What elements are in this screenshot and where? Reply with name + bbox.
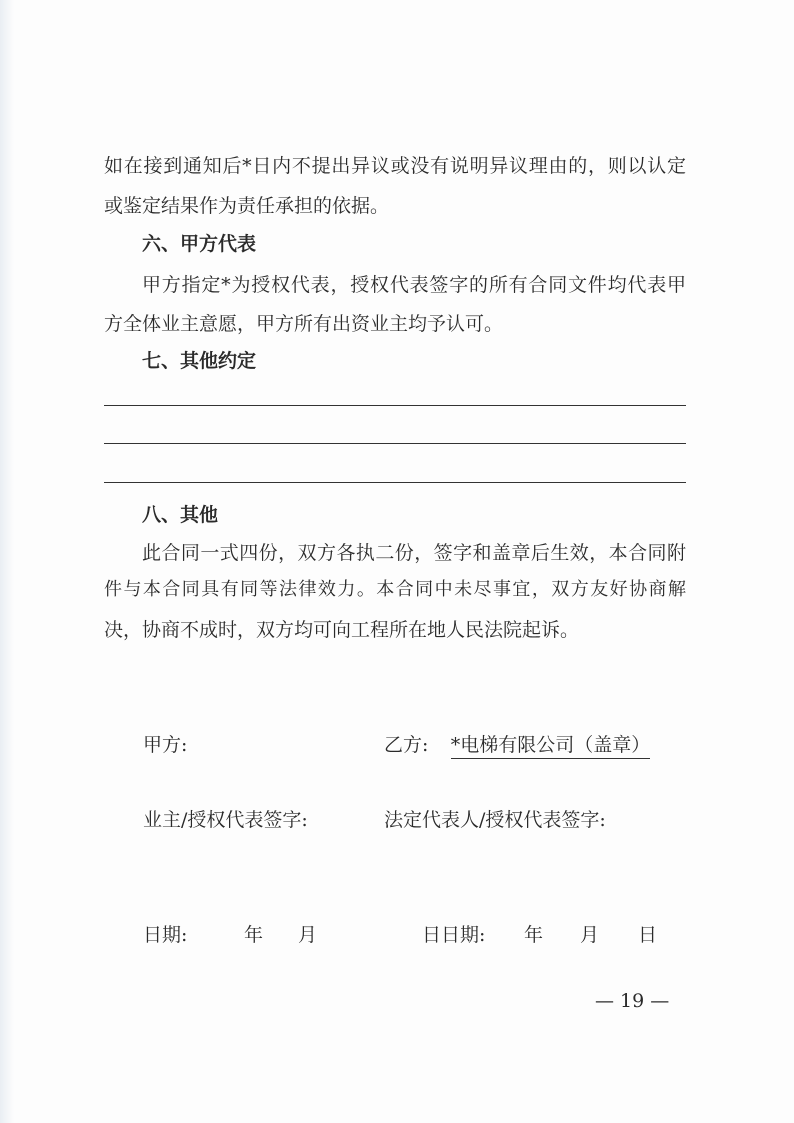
party-a-month: 月 <box>298 924 318 946</box>
party-a-sign-label: 业主/授权代表签字: <box>143 809 308 831</box>
party-b-name-text: *电梯有限公司（盖章） <box>451 734 651 759</box>
party-b-day: 日 <box>638 924 658 946</box>
blank-line <box>104 482 686 483</box>
scan-edge <box>0 0 14 1123</box>
section-6-heading: 六、甲方代表 <box>142 233 257 255</box>
party-b-year: 年 <box>524 924 544 946</box>
party-b-date-label: 日日期: <box>422 924 486 946</box>
party-a-date-label: 日期: <box>143 924 188 946</box>
party-b-name <box>437 733 664 757</box>
section-8-heading: 八、其他 <box>142 504 219 526</box>
paragraph-line: 甲方指定*为授权代表，授权代表签字的所有合同文件均代表甲 <box>142 274 686 296</box>
page-number: — 19 — <box>595 990 670 1012</box>
party-b-label: 乙方: <box>384 734 429 756</box>
party-a-label: 甲方: <box>143 734 188 756</box>
party-b-sign-label: 法定代表人/授权代表签字: <box>384 809 606 831</box>
party-a-year: 年 <box>244 924 264 946</box>
paragraph-line: 此合同一式四份，双方各执二份，签字和盖章后生效，本合同附 <box>142 542 686 564</box>
paragraph-line: 决，协商不成时，双方均可向工程所在地人民法院起诉。 <box>104 619 580 641</box>
paragraph-line: 或鉴定结果作为责任承担的依据。 <box>104 195 390 217</box>
blank-line <box>104 443 686 444</box>
paragraph-line: 方全体业主意愿，甲方所有出资业主均予认可。 <box>104 313 504 335</box>
party-b-month: 月 <box>580 924 600 946</box>
section-7-heading: 七、其他约定 <box>142 350 257 372</box>
paragraph-line: 如在接到通知后*日内不提出异议或没有说明异议理由的，则以认定 <box>104 155 686 177</box>
paragraph-line: 件与本合同具有同等法律效力。本合同中未尽事宜，双方友好协商解 <box>104 579 686 600</box>
blank-line <box>104 405 686 406</box>
